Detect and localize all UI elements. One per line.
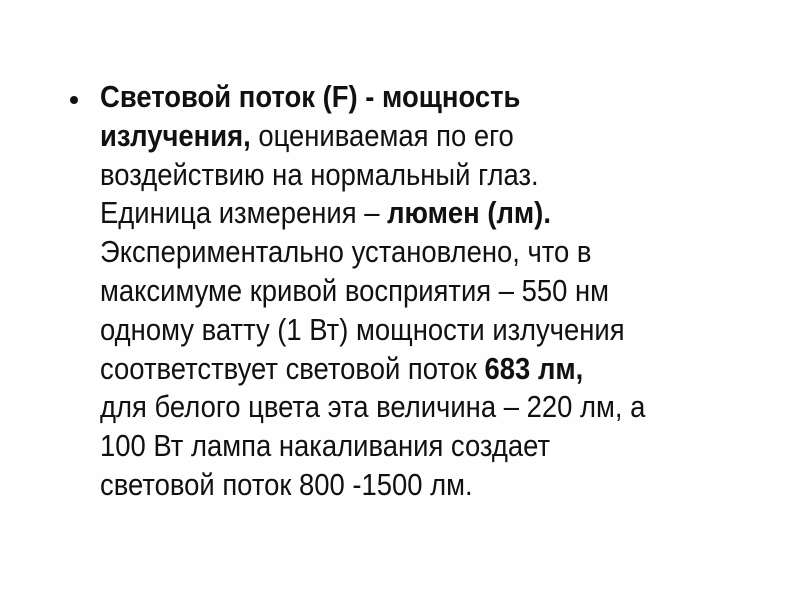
text-line <box>100 117 693 156</box>
text-segment: одному ватту (1 Вт) мощности излучения <box>100 311 625 347</box>
text-segment: оцениваемая по его <box>250 117 514 153</box>
text-line <box>100 466 693 505</box>
bullet-item <box>62 78 762 505</box>
text-segment: для белого цвета эта величина – 220 лм, а <box>100 389 646 425</box>
text-line <box>100 156 693 195</box>
bold-text-segment: Световой поток (F) - мощность <box>100 79 521 114</box>
text-line <box>100 350 693 389</box>
text-segment: воздействию на нормальный глаз. <box>100 156 539 192</box>
text-line <box>100 272 693 311</box>
text-segment: Экспериментально установлено, что в <box>100 234 592 270</box>
bold-text-segment: излучения, <box>100 117 251 153</box>
text-line <box>100 194 693 233</box>
text-segment: 100 Вт лампа накаливания создает <box>100 428 551 464</box>
text-segment: Единица измерения – <box>100 195 388 231</box>
bold-text-segment: 683 лм, <box>484 350 584 386</box>
text-line <box>100 78 693 117</box>
text-line <box>100 233 693 272</box>
text-segment: соответствует световой поток <box>100 350 485 386</box>
text-line <box>100 388 693 427</box>
text-segment: максимуме кривой восприятия – 550 нм <box>100 272 610 308</box>
text-line <box>100 427 693 466</box>
text-segment: световой поток 800 -1500 лм. <box>100 466 473 502</box>
bullet-text <box>100 78 693 505</box>
bold-text-segment: люмен (лм). <box>387 195 551 231</box>
text-line <box>100 311 693 350</box>
bullet-dot-icon <box>70 96 78 104</box>
